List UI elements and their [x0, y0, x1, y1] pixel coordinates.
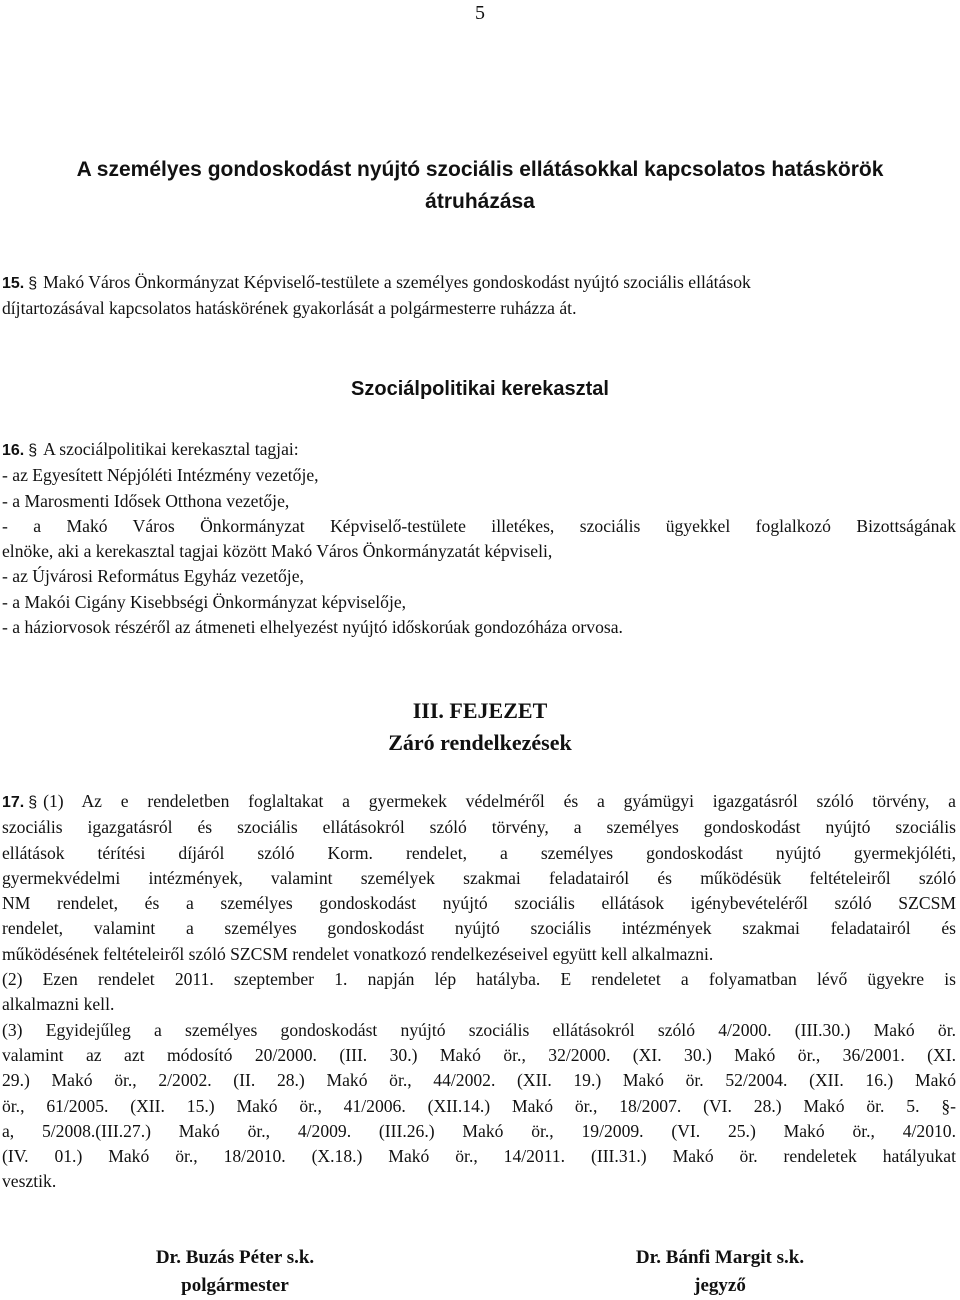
paragraph-15 — [2, 270, 956, 322]
signature-name: Dr. Bánfi Margit s.k. — [635, 1247, 805, 1268]
member-item: - az Egyesített Népjóléti Intézmény vezetője, — [2, 465, 319, 486]
paragraph-number: 17. — [2, 794, 25, 811]
paragraph-17-line: 29.) Makó ör., 2/2002. (II. 28.) Makó ör., 44/2002. (XII. 19.) Makó ör. 52/2004. (XII. 16.) Makó — [2, 1070, 956, 1091]
paragraph-17-line: (IV. 01.) Makó ör., 18/2010. (X.18.) Makó ör., 14/2011. (III.31.) Makó ör. rendeletek hatályukat — [2, 1146, 956, 1167]
document-title-continued: átruházása — [425, 190, 535, 213]
paragraph-text: Makó Város Önkormányzat Képviselő-testülete a személyes gondoskodást nyújtó szociális ellátások — [43, 272, 751, 292]
document-title: A személyes gondoskodást nyújtó szociális ellátásokkal kapcsolatos hatáskörök — [76, 158, 884, 181]
member-item: - a háziorvosok részéről az átmeneti elhelyezést nyújtó időskorúak gondozóháza orvosa. — [2, 617, 623, 638]
paragraph-17-line: szociális igazgatásról és szociális ellátásokról szóló törvény, a személyes gondoskodást nyújtó szociális — [2, 817, 956, 838]
signature-title: polgármester — [181, 1275, 289, 1296]
member-item: - a Marosmenti Idősek Otthona vezetője, — [2, 490, 290, 511]
paragraph-17-line: gyermekvédelmi intézmények, valamint személyek szakmai feladatairól és működésük feltételeiről szóló — [2, 867, 956, 888]
paragraph-17-line: NM rendelet, és a személyes gondoskodást nyújtó szociális ellátások igénybevételéről szóló SZCSM — [2, 893, 956, 914]
paragraph-17-line: alkalmazni kell. — [2, 994, 115, 1015]
signature-title: jegyző — [694, 1275, 746, 1296]
signature-mayor — [100, 1244, 370, 1300]
page-number: 5 — [475, 2, 485, 24]
paragraph-17 — [2, 789, 956, 1195]
paragraph-16-intro — [2, 437, 956, 463]
member-item: - a Makó Város Önkormányzat Képviselő-testülete illetékes, szociális ügyekkel foglalkozó Bizottságának — [2, 515, 956, 536]
paragraph-17-line: (3) Egyidejűleg a személyes gondoskodást nyújtó szociális ellátásokról szóló 4/2000. (III.30.) Makó ör. — [2, 1019, 956, 1040]
paragraph-17-line: rendelet, valamint a személyes gondoskodást nyújtó szociális intézmények szakmai feladatairól és — [2, 918, 956, 939]
paragraph-17-line: ellátások térítési díjáról szóló Korm. rendelet, a személyes gondoskodást nyújtó gyermekjóléti, — [2, 842, 956, 863]
section-symbol: § — [28, 442, 38, 459]
signature-notary — [580, 1244, 860, 1300]
paragraph-17-line: vesztik. — [2, 1171, 57, 1192]
chapter-number: III. FEJEZET — [412, 698, 548, 723]
paragraph-15-line-1 — [2, 270, 956, 296]
paragraph-17-line — [2, 789, 956, 815]
section-symbol: § — [28, 275, 38, 292]
member-item: - az Újvárosi Református Egyház vezetője, — [2, 566, 304, 587]
paragraph-17-line: működésének feltételeiről szóló SZCSM rendelet vonatkozó rendelkezéseivel együtt kell alkalmazni. — [2, 943, 714, 964]
paragraph-17-line: (2) Ezen rendelet 2011. szeptember 1. napján lép hatályba. E rendeletet a folyamatban lévő ügyekre is — [2, 969, 956, 990]
paragraph-number: 16. — [2, 442, 25, 459]
paragraph-text: A szociálpolitikai kerekasztal tagjai: — [43, 439, 299, 459]
paragraph-17-line: a, 5/2008.(III.27.) Makó ör., 4/2009. (III.26.) Makó ör., 19/2009. (VI. 25.) Makó ör., 4/2010. — [2, 1120, 956, 1141]
paragraph-17-line: ör., 61/2005. (XII. 15.) Makó ör., 41/2006. (XII.14.) Makó ör., 18/2007. (VI. 28.) Makó ör. 5. §- — [2, 1095, 956, 1116]
section-symbol: § — [28, 794, 38, 811]
chapter-title: Záró rendelkezések — [388, 730, 572, 755]
paragraph-16 — [2, 437, 956, 640]
section-subheading: Szociálpolitikai kerekasztal — [351, 378, 609, 400]
signature-name: Dr. Buzás Péter s.k. — [155, 1247, 315, 1268]
paragraph-text: (1) Az e rendeletben foglaltakat a gyermekek védelméről és a gyámügyi igazgatásról szóló törvény, a — [43, 791, 956, 811]
member-item-continued: elnöke, aki a kerekasztal tagjai között Makó Város Önkormányzatát képviseli, — [2, 541, 553, 562]
paragraph-number: 15. — [2, 275, 25, 292]
member-item: - a Makói Cigány Kisebbségi Önkormányzat képviselője, — [2, 591, 407, 612]
paragraph-15-line-2: díjtartozásával kapcsolatos hatáskörének gyakorlását a polgármesterre ruházza át. — [2, 298, 577, 319]
paragraph-17-line: valamint az azt módosító 20/2000. (III. 30.) Makó ör., 32/2000. (XI. 30.) Makó ör., 36/2001. (XI. — [2, 1044, 956, 1065]
